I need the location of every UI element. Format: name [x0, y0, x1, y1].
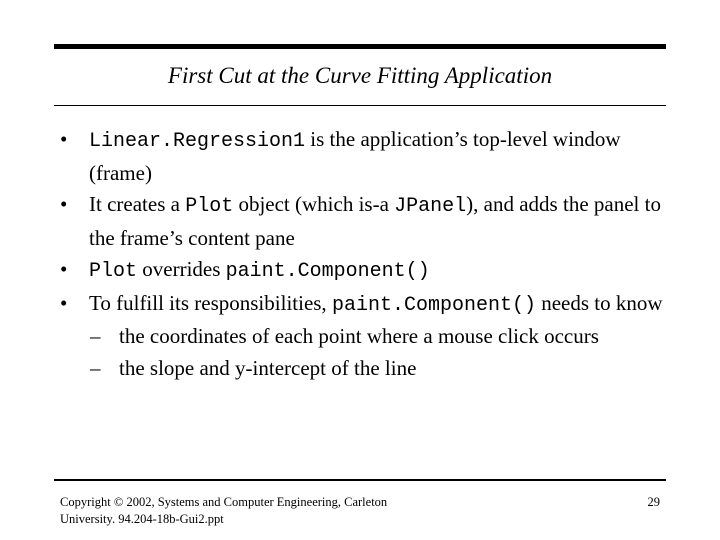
footer-rule [54, 479, 666, 481]
sub-bullet-marker: – [90, 324, 101, 348]
page-number: 29 [647, 495, 660, 509]
bullet-marker: • [60, 257, 68, 281]
code-text: paint.Component() [225, 260, 430, 283]
sub-bullet-item [60, 353, 680, 385]
slide-title: First Cut at the Curve Fitting Application [167, 63, 553, 88]
code-text: Linear.Regression1 [89, 130, 306, 153]
bullet-item [60, 124, 680, 189]
bullet-text: It creates a [89, 192, 186, 216]
bullet-marker: • [60, 290, 68, 315]
code-text: Plot [89, 260, 138, 283]
bullet-item [60, 189, 680, 254]
sub-bullet-item [60, 321, 680, 353]
bullet-text: is the application’s top-level window (frame) [89, 127, 621, 185]
bullet-text: To fulfill its responsibilities, [89, 290, 332, 315]
footer-copyright: Copyright © 2002, Systems and Computer Engineering, Carleton University. 94.204-18b-Gui2.ppt [60, 495, 388, 526]
sub-bullet-text: the coordinates of each point where a mouse click occurs [119, 324, 599, 348]
code-text: Plot [185, 195, 234, 218]
bullet-marker: • [60, 127, 68, 151]
code-text: paint.Component() [331, 293, 536, 317]
bullet-list [60, 124, 680, 384]
bullet-text: needs to know [535, 290, 663, 315]
code-text: JPanel [394, 195, 467, 218]
sub-bullet-marker: – [90, 355, 101, 380]
top-rule [54, 44, 666, 49]
bullet-item [60, 288, 680, 322]
bullet-text: object (which is-a [233, 192, 395, 216]
title-underline [54, 105, 666, 106]
bullet-text: ), and adds the panel to the frame’s content pane [89, 192, 661, 250]
bullet-text: overrides [137, 257, 226, 281]
sub-bullet-text: the slope and y-intercept of the line [119, 355, 417, 380]
bullet-item [60, 254, 680, 288]
bullet-marker: • [60, 192, 68, 216]
